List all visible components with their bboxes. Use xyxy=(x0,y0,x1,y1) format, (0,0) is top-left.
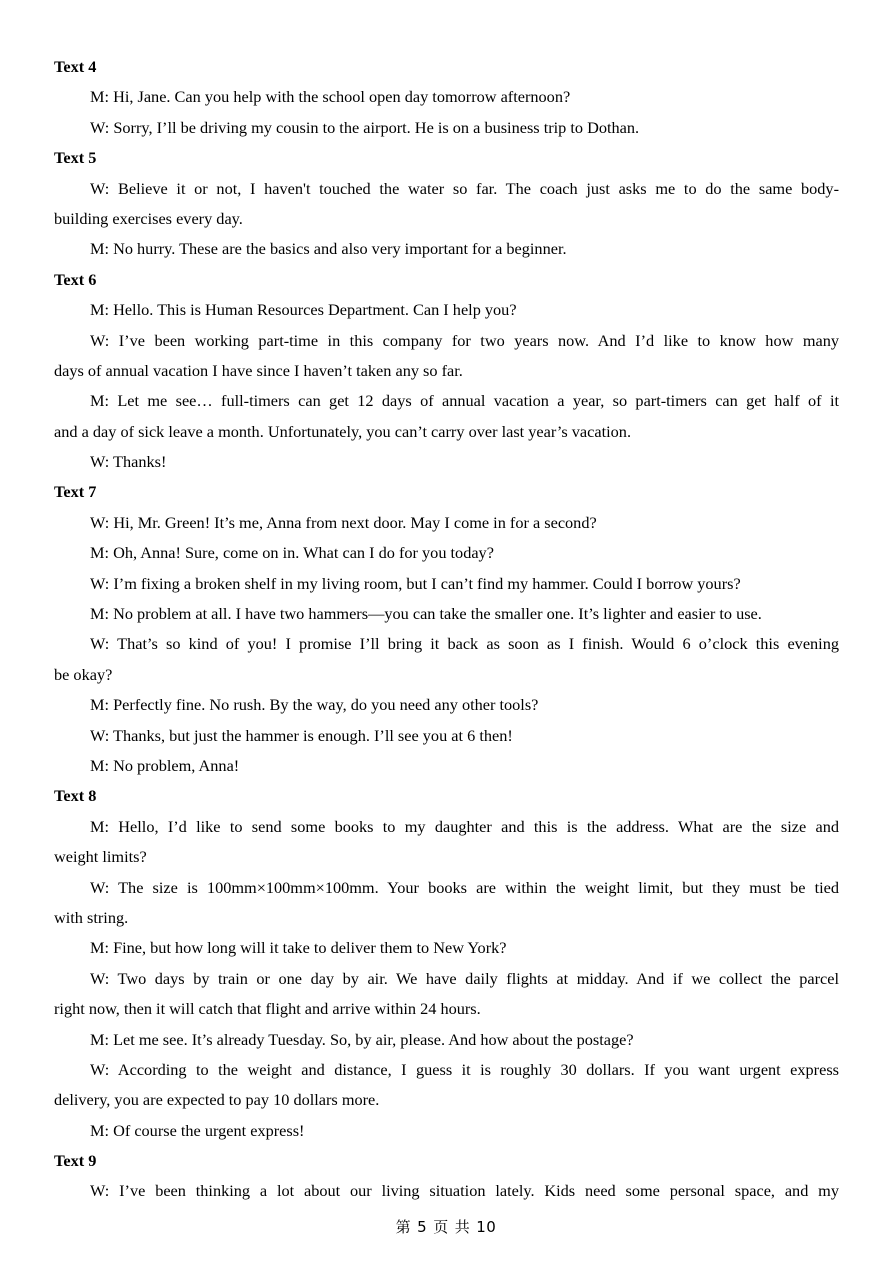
dialogue-line: W: That’s so kind of you! I promise I’ll bring it back as soon as I finish. Would 6 o’clock this evening xyxy=(90,634,839,654)
dialogue-line: W: Two days by train or one day by air. We have daily flights at midday. And if we collect the parcel xyxy=(90,968,839,988)
dialogue-line: W: According to the weight and distance, I guess it is roughly 30 dollars. If you want urgent express xyxy=(90,1059,839,1079)
dialogue-line: and a day of sick leave a month. Unfortunately, you can’t carry over last year’s vacation. xyxy=(54,421,632,441)
dialogue-line: M: Let me see… full-timers can get 12 days of annual vacation a year, so part-timers can get half of it xyxy=(90,391,839,411)
dialogue-line: M: Hi, Jane. Can you help with the school open day tomorrow afternoon? xyxy=(90,87,571,107)
dialogue-line: M: Of course the urgent express! xyxy=(90,1120,305,1140)
dialogue-line: M: Fine, but how long will it take to deliver them to New York? xyxy=(90,938,507,958)
dialogue-line: M: No problem at all. I have two hammers—you can take the smaller one. It’s lighter and easier to use. xyxy=(90,604,762,624)
dialogue-line: M: Oh, Anna! Sure, come on in. What can I do for you today? xyxy=(90,543,494,563)
footer-total-word: 共 xyxy=(454,1218,471,1236)
dialogue-line: W: The size is 100mm×100mm×100mm. Your books are within the weight limit, but they must be tied xyxy=(90,877,839,897)
dialogue-line: M: Hello. This is Human Resources Department. Can I help you? xyxy=(90,300,517,320)
dialogue-line: W: I’ve been thinking a lot about our living situation lately. Kids need some personal space, and my xyxy=(90,1181,839,1201)
document-page xyxy=(54,52,839,1207)
dialogue-line: be okay? xyxy=(54,664,113,684)
section-heading: Text 7 xyxy=(54,482,97,502)
dialogue-line: right now, then it will catch that flight and arrive within 24 hours. xyxy=(54,999,481,1019)
dialogue-line: W: Thanks, but just the hammer is enough. I’ll see you at 6 then! xyxy=(90,725,513,745)
dialogue-line: M: Let me see. It’s already Tuesday. So, by air, please. And how about the postage? xyxy=(90,1029,634,1049)
footer-total-pages: 10 xyxy=(476,1218,497,1236)
dialogue-line: M: Hello, I’d like to send some books to my daughter and this is the address. What are the size and xyxy=(90,816,839,836)
section-heading: Text 6 xyxy=(54,269,97,289)
dialogue-line: building exercises every day. xyxy=(54,208,243,228)
dialogue-line: with string. xyxy=(54,907,129,927)
dialogue-line: W: Hi, Mr. Green! It’s me, Anna from next door. May I come in for a second? xyxy=(90,512,597,532)
section-heading: Text 8 xyxy=(54,786,97,806)
section-heading: Text 9 xyxy=(54,1151,97,1171)
section-heading: Text 4 xyxy=(54,57,97,76)
footer-page-number: 5 xyxy=(417,1218,428,1236)
section-heading: Text 5 xyxy=(54,148,97,168)
dialogue-line: M: No hurry. These are the basics and also very important for a beginner. xyxy=(90,239,567,259)
dialogue-line: W: Sorry, I’ll be driving my cousin to the airport. He is on a business trip to Dothan. xyxy=(90,117,640,137)
dialogue-line: delivery, you are expected to pay 10 dollars more. xyxy=(54,1090,380,1110)
dialogue-line: W: Believe it or not, I haven't touched the water so far. The coach just asks me to do the same body- xyxy=(90,178,839,198)
dialogue-line: M: Perfectly fine. No rush. By the way, do you need any other tools? xyxy=(90,695,539,715)
dialogue-line: W: I’m fixing a broken shelf in my living room, but I can’t find my hammer. Could I borrow yours? xyxy=(90,573,741,593)
dialogue-line: weight limits? xyxy=(54,847,147,867)
page-footer xyxy=(0,1216,892,1237)
footer-prefix: 第 xyxy=(395,1218,412,1236)
footer-page-word: 页 xyxy=(433,1218,449,1236)
dialogue-line: days of annual vacation I have since I haven’t taken any so far. xyxy=(54,360,463,380)
dialogue-line: M: No problem, Anna! xyxy=(90,755,240,775)
dialogue-line: W: Thanks! xyxy=(90,452,167,472)
dialogue-line: W: I’ve been working part-time in this company for two years now. And I’d like to know how many xyxy=(90,330,839,350)
